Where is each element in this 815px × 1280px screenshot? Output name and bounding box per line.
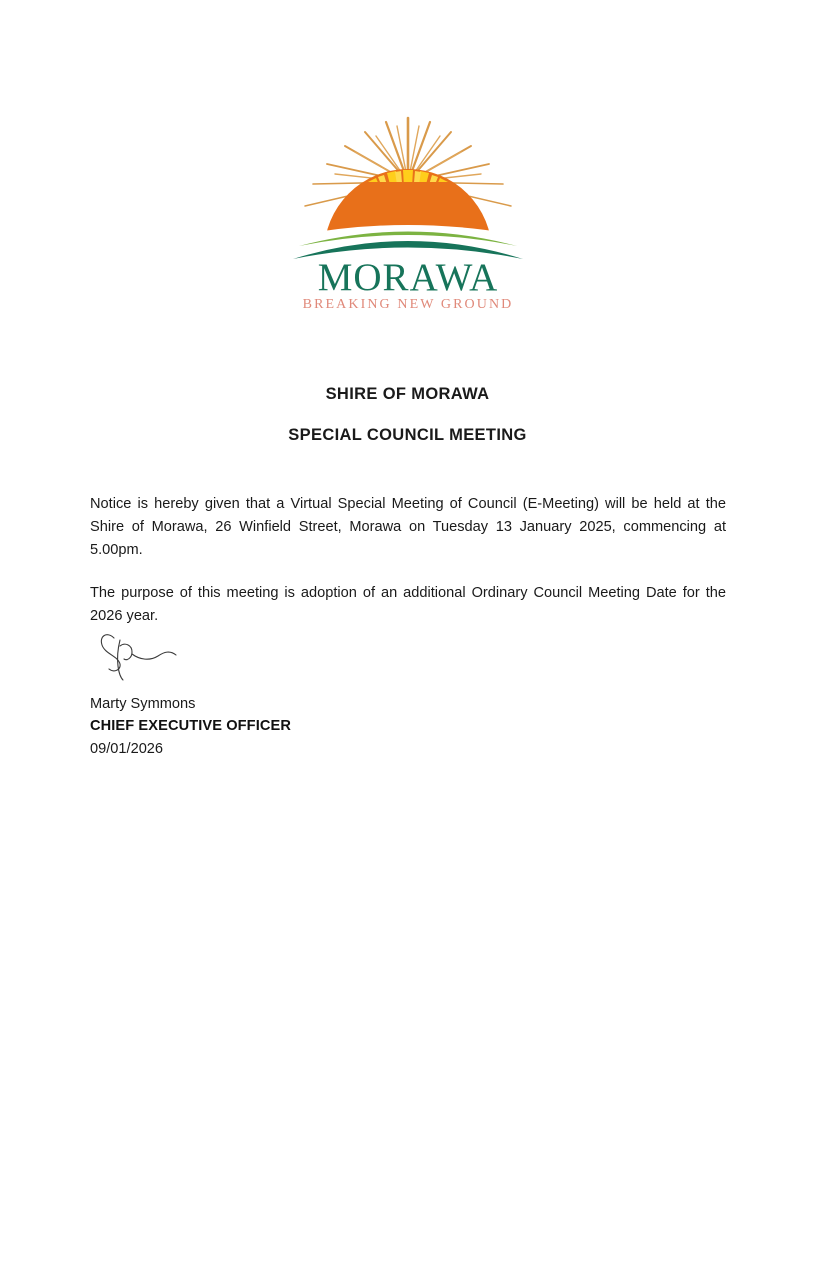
document-body: [90, 493, 726, 628]
page-subtitle: SPECIAL COUNCIL MEETING: [288, 425, 527, 444]
signatory-name: Marty Symmons: [90, 696, 196, 712]
page-title: SHIRE OF MORAWA: [325, 385, 490, 403]
handwritten-signature-icon: [94, 628, 189, 682]
logo-wordmark: MORAWA: [317, 256, 498, 299]
logo-tagline: BREAKING NEW GROUND: [302, 297, 513, 312]
shire-logo: [0, 110, 815, 315]
purpose-paragraph: The purpose of this meeting is adoption of an additional Ordinary Council Meeting Date for the 2026 year.: [90, 584, 726, 624]
morawa-sunrise-logo-icon: [283, 110, 533, 315]
notice-paragraph: Notice is hereby given that a Virtual Special Meeting of Council (E-Meeting) will be held at the Shire of Morawa, 26 Winfield Street, Morawa on Tuesday 13 January 2025, commencing at 5.00pm.: [90, 496, 726, 559]
signatory-title: CHIEF EXECUTIVE OFFICER: [90, 718, 291, 734]
signature-block: [90, 628, 490, 761]
document-headings: [0, 386, 815, 443]
signature-date: 09/01/2026: [90, 741, 164, 757]
